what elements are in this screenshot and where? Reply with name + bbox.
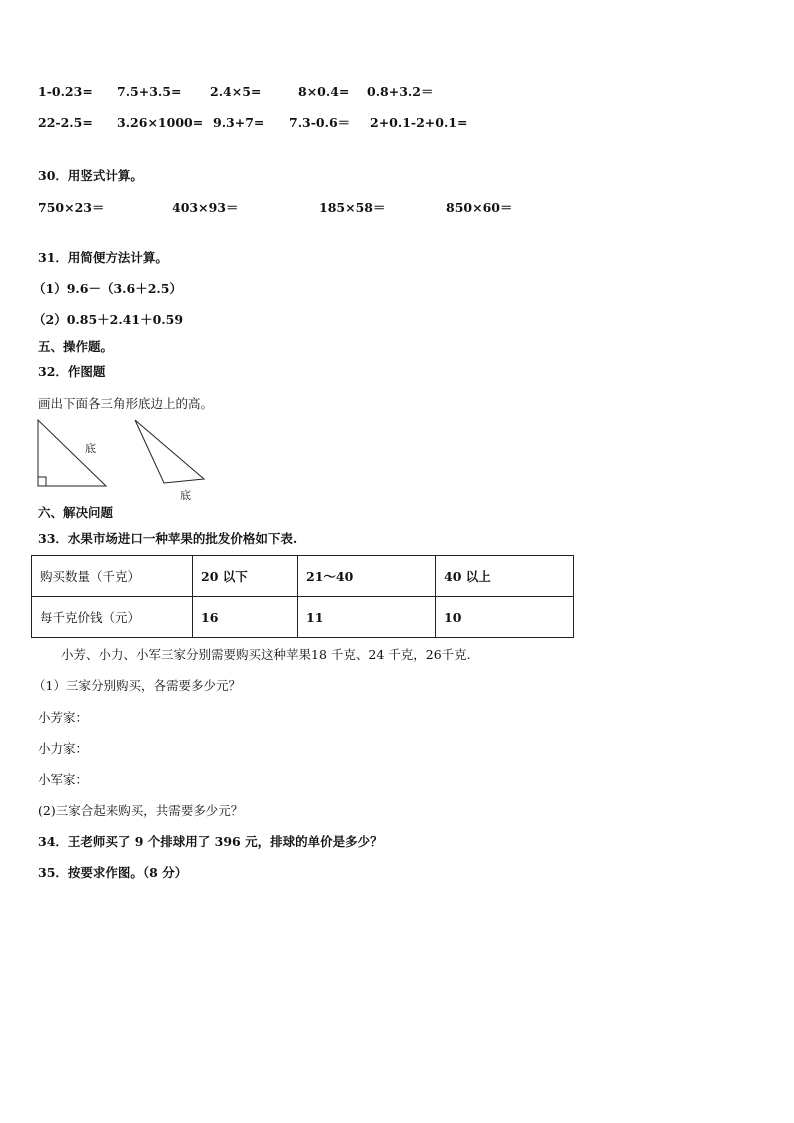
obtuse-triangle [135,420,204,483]
oral-item: 1-0.23= [38,84,93,99]
oral-item: 2.4×5= [210,84,262,99]
section-six-heading: 六、解决问题 [38,505,114,520]
vertical-calc-item: 850×60＝ [446,200,513,215]
table-row [32,556,574,597]
vertical-calc-item: 185×58＝ [319,200,386,215]
table-cell: 40 以上 [436,556,574,597]
question-33-sub-1: （1）三家分别购买，各需要多少元？ [33,678,241,693]
oral-item: 3.26×1000= [117,115,204,130]
base-label: 底 [85,442,96,455]
section-five-heading: 五、操作题。 [38,339,114,354]
oral-item: 2+0.1-2+0.1= [370,115,468,130]
base-label: 底 [180,489,191,502]
question-33-title: 33．水果市场进口一种苹果的批发价格如下表. [38,531,298,546]
question-32-title: 32．作图题 [38,364,106,379]
vertical-calc-item: 403×93＝ [172,200,239,215]
oral-item: 8×0.4= [298,84,350,99]
question-33-sub-2: (2)三家合起来购买，共需要多少元？ [38,803,244,818]
oral-item: 7.3-0.6＝ [289,115,351,130]
table-cell: 21～40 [298,556,436,597]
table-row [32,597,574,638]
vertical-calc-item: 750×23＝ [38,200,105,215]
oral-item: 22-2.5= [38,115,93,130]
oral-item: 0.8+3.2＝ [367,84,434,99]
home-label: 小力家： [38,741,89,756]
home-label: 小军家： [38,772,89,787]
question-33-description: 小芳、小力、小军三家分别需要购买这种苹果18 千克、24 千克，26千克. [61,647,471,662]
question-32-instruction: 画出下面各三角形底边上的高。 [38,396,214,411]
table-cell: 10 [436,597,574,638]
oral-item: 7.5+3.5= [117,84,182,99]
table-cell: 每千克价钱（元） [32,597,193,638]
question-35: 35．按要求作图。（8 分） [38,865,188,880]
question-34: 34．王老师买了 9 个排球用了 396 元，排球的单价是多少？ [38,834,383,849]
price-table [31,555,574,638]
table-cell: 20 以下 [193,556,298,597]
question-30-title: 30．用竖式计算。 [38,168,143,183]
simplify-item: （2）0.85＋2.41＋0.59 [33,312,184,327]
question-31-title: 31．用简便方法计算。 [38,250,168,265]
home-label: 小芳家： [38,710,89,725]
simplify-item: （1）9.6－（3.6＋2.5） [33,281,182,296]
table-cell: 11 [298,597,436,638]
table-cell: 购买数量（千克） [32,556,193,597]
oral-item: 9.3+7= [213,115,265,130]
right-angle-mark [38,477,46,486]
table-cell: 16 [193,597,298,638]
